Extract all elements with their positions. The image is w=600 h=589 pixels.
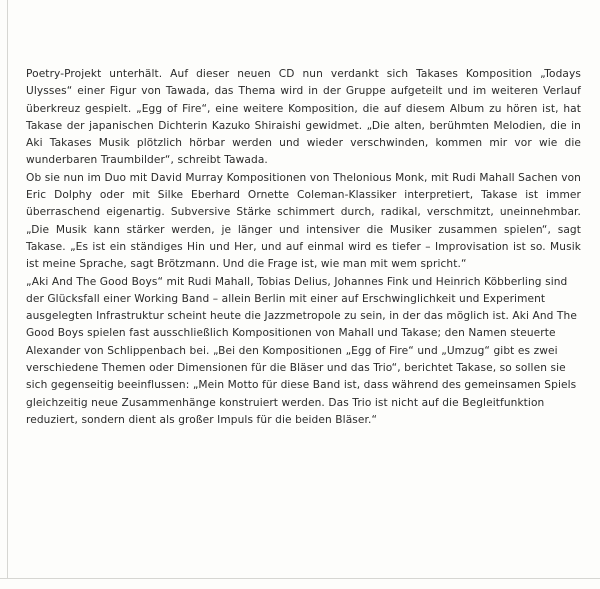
- paragraph-1: Poetry-Projekt unterhält. Auf dieser neuen CD nun verdankt sich Takases Komposition „Todays Ulysses“ einer Figur von Tawada, das Thema wird in der Gruppe aufgeteilt und im weiteren Verlauf überkreuz gespielt. „Egg of Fire“, eine weitere Komposition, die auf diesem Album zu hören ist, hat Takase der japanischen Dichterin Kazuko Shiraishi gewidmet. „Die alten, berühmten Melodien, die in Aki Takases Musik plötzlich hörbar werden und wieder verschwinden, kommen mir vor wie die wunderbaren Traumbilder“, schreibt Tawada.: [26, 68, 581, 167]
- body-text: [26, 66, 581, 429]
- paragraph-3: „Aki And The Good Boys“ mit Rudi Mahall, Tobias Delius, Johannes Fink und Heinrich Köbberling sind der Glücksfall einer Working Band – allein Berlin mit einer auf Erschwinglichkeit und Experiment ausgelegten Infrastruktur scheint heute die Jazzmetropole zu sein, in der das möglich ist. Aki And The Good Boys spielen fast ausschließlich Kompositionen von Mahall und Takase; den Namen steuerte Alexander von Schlippenbach bei. „Bei den Kompositionen „Egg of Fire“ und „Umzug“ gibt es zwei verschiedene Themen oder Dimensionen für die Bläser und das Trio“, berichtet Takase, so sollen sie sich gegenseitig beeinflussen: „Mein Motto für diese Band ist, dass während des gemeinsamen Spiels gleichzeitig neue Zusammenhänge konstruiert werden. Das Trio ist nicht auf die Begleitfunktion reduziert, sondern dient als großer Impuls für die beiden Bläser.“: [26, 275, 577, 426]
- page-edge-left: [7, 0, 8, 578]
- page-edge-bottom: [0, 578, 600, 579]
- paragraph-2: Ob sie nun im Duo mit David Murray Kompositionen von Thelonious Monk, mit Rudi Mahall Sachen von Eric Dolphy oder mit Silke Eberhard Ornette Coleman-Klassiker interpretiert, Takase ist immer überraschend eigenartig. Subversive Stärke schimmert durch, radikal, verschmitzt, uneinnehmbar. „Die Musik kann stärker werden, je länger und intensiver die Musiker zusammen spielen“, sagt Takase. „Es ist ein ständiges Hin und Her, und auf einmal wird es tiefer – Improvisation ist so. Musik ist meine Sprache, sagt Brötzmann. Und die Frage ist, wie man mit wem spricht.“: [26, 171, 581, 271]
